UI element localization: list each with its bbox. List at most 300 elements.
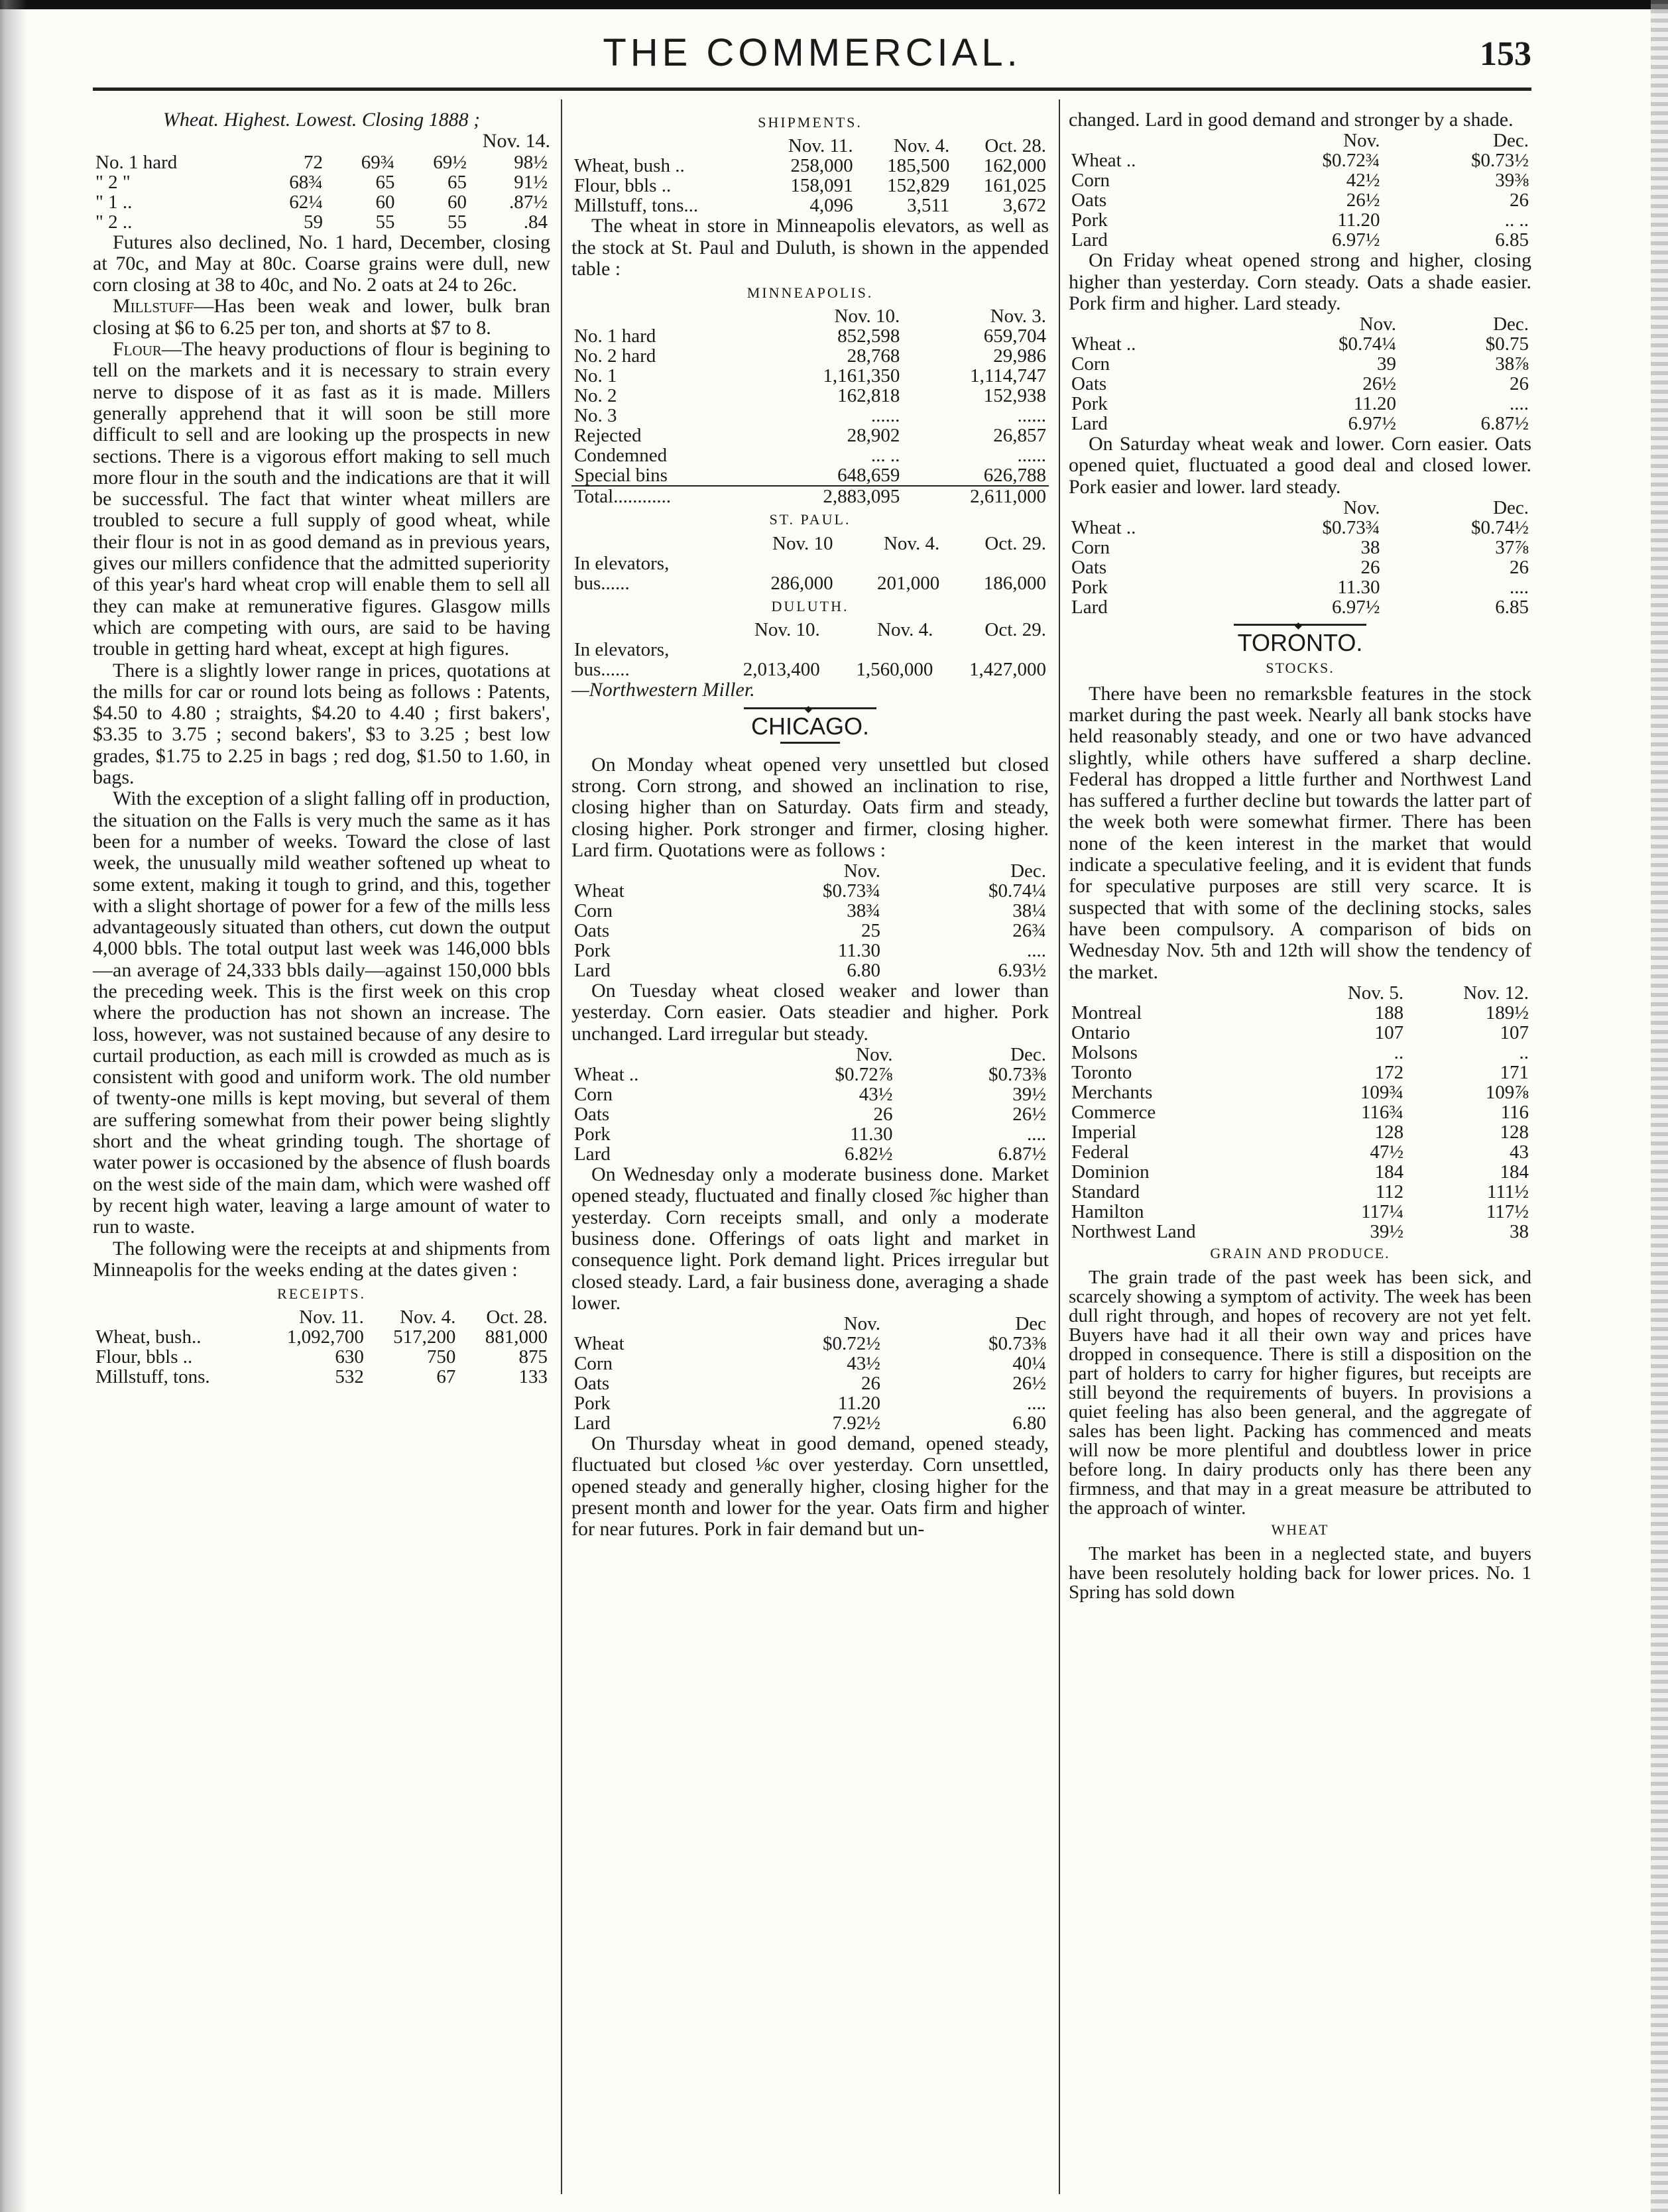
- friday-quotes-cell: Wheat ..: [1071, 333, 1136, 355]
- saturday-quotes-rows: [1069, 518, 1531, 617]
- wheat-price-cell: 60: [447, 191, 467, 213]
- stocks-cell: 184: [1374, 1161, 1404, 1183]
- stocks-row: [1069, 1003, 1531, 1023]
- monday-quotes-cell: Pork: [574, 940, 611, 962]
- duluth-title: DULUTH.: [771, 597, 849, 614]
- shipments-cell: 185,500: [887, 155, 950, 177]
- friday-paragraph: On Friday wheat opened strong and higher, closing higher than yesterday. Corn steady. Oats a shade easier. Pork firm and higher. Lard steady.: [1069, 249, 1531, 314]
- page-number: 153: [1480, 35, 1531, 73]
- tuesday-quotes-cell: $0.73⅜: [988, 1064, 1046, 1086]
- thursday-quotes-cell: Lard: [1071, 229, 1108, 251]
- shipments-cell: 4,096: [809, 195, 853, 217]
- shipments-cell: 158,091: [790, 175, 853, 197]
- monday-quotes-row: [571, 901, 1049, 921]
- stocks-header-cell: [1069, 983, 1298, 1003]
- shipments-cell: 162,000: [983, 155, 1046, 177]
- receipts-header-cell: Nov. 11.: [299, 1307, 364, 1328]
- minneapolis-cell: 659,704: [983, 325, 1046, 347]
- page-header: [93, 30, 1531, 84]
- saturday-quotes-cell: 26: [1360, 557, 1380, 579]
- stocks-header-row: [1069, 983, 1531, 1003]
- shipments-title: SHIPMENTS.: [758, 114, 863, 131]
- thursday-quotes-header-cell: [1069, 131, 1234, 150]
- saturday-quotes-row: [1069, 597, 1531, 617]
- shipments-row: [571, 156, 1049, 176]
- monday-quotes-cell: 6.93½: [998, 960, 1046, 982]
- wednesday-quotes-row: [571, 1393, 1049, 1413]
- receipts-header-cell: [93, 1307, 255, 1327]
- wheat-price-cell: No. 1 hard: [95, 151, 178, 173]
- page-top-edge: [0, 0, 1668, 9]
- stocks-cell: Federal: [1071, 1141, 1129, 1163]
- thursday-quotes-cell: Wheat ..: [1071, 150, 1136, 172]
- wednesday-quotes-cell: $0.73⅜: [988, 1333, 1046, 1355]
- saturday-quotes-cell: ....: [1510, 577, 1529, 599]
- st-paul-cell: 201,000: [877, 572, 940, 594]
- receipts-rows: [93, 1327, 550, 1387]
- column-rule-1: [561, 99, 562, 2194]
- stocks-cell: 117¼: [1360, 1200, 1404, 1222]
- minneapolis-cell: ... ..: [870, 445, 900, 467]
- tuesday-quotes-cell: 6.82½: [844, 1143, 893, 1165]
- minneapolis-cell: No. 1: [574, 365, 617, 387]
- stocks-subheading: STOCKS.: [1266, 660, 1335, 677]
- stocks-cell: Commerce: [1071, 1101, 1156, 1123]
- stocks-table: [1069, 983, 1531, 1242]
- minneapolis-cell: 1,161,350: [823, 365, 900, 387]
- minneapolis-rows: [571, 326, 1049, 486]
- tuesday-quotes-row: [571, 1084, 1049, 1104]
- friday-quotes-cell: 39: [1376, 353, 1396, 375]
- friday-quotes-row: [1069, 354, 1531, 374]
- friday-quotes-header: [1069, 314, 1531, 334]
- stocks-row: [1069, 1142, 1531, 1162]
- price-range-paragraph: [93, 660, 550, 789]
- thursday-quotes-header-cell: Dec.: [1493, 130, 1529, 152]
- wednesday-quotes-rows: [571, 1334, 1049, 1433]
- monday-quotes-cell: $0.73¾: [823, 880, 881, 902]
- receipts-cell: 532: [335, 1366, 364, 1388]
- thursday-quotes-row: [1069, 210, 1531, 230]
- minneapolis-cell: 626,788: [983, 465, 1046, 487]
- millstuff-text: Has been weak and lower, bulk bran closing at $6 to 6.25 per ton, and shorts at $7 to 8.: [93, 295, 550, 339]
- wheat-paragraph: The market has been in a neglected state, and buyers have been resolutely holding back for lower prices. No. 1 Spring has sold down: [1069, 1543, 1531, 1603]
- running-title: THE COMMERCIAL.: [603, 31, 1022, 74]
- stocks-row: [1069, 1202, 1531, 1222]
- receipts-table: [93, 1307, 550, 1387]
- minneapolis-cell: ......: [870, 405, 900, 427]
- shipments-cell: 3,672: [1002, 195, 1046, 217]
- tuesday-quotes-table: [571, 1045, 1049, 1164]
- stocks-cell: 184: [1500, 1161, 1529, 1183]
- saturday-quotes-cell: 11.30: [1337, 577, 1380, 599]
- st-paul-title: ST. PAUL.: [769, 511, 851, 528]
- shipments-table: [571, 136, 1049, 215]
- minneapolis-cell: Special bins: [574, 465, 668, 487]
- column-2: [571, 109, 1049, 1541]
- wednesday-quotes-header-cell: [571, 1314, 717, 1334]
- wednesday-quotes-cell: 26½: [1012, 1373, 1046, 1395]
- receipts-cell: Flour, bbls ..: [95, 1346, 193, 1368]
- st-paul-row-label: In elevators,: [574, 552, 670, 574]
- wheat-price-cell: 68¾: [289, 171, 323, 193]
- minneapolis-cell: No. 3: [574, 405, 617, 427]
- stocks-row: [1069, 1222, 1531, 1242]
- ornamental-rule: [744, 707, 876, 709]
- minneapolis-total-row: [571, 486, 1049, 506]
- saturday-quotes-cell: Oats: [1071, 557, 1107, 579]
- friday-quotes-cell: 38⅞: [1495, 353, 1529, 375]
- friday-quotes-rows: [1069, 334, 1531, 434]
- monday-quotes-table: [571, 861, 1049, 980]
- minneapolis-cell: Condemned: [574, 445, 668, 467]
- wheat-price-row: [93, 212, 550, 232]
- minneapolis-total-cell: Total............: [574, 486, 672, 508]
- minneapolis-header-cell: [571, 306, 755, 326]
- wheat-price-cell: 59: [303, 211, 323, 233]
- minneapolis-row: [571, 326, 1049, 346]
- thursday-quotes-cell: 6.85: [1495, 229, 1529, 251]
- shipments-cell: Flour, bbls ..: [574, 175, 672, 197]
- stocks-cell: Standard: [1071, 1181, 1140, 1202]
- saturday-paragraph: On Saturday wheat weak and lower. Corn easier. Oats opened quiet, fluctuated a good deal and closed lower. Pork easier and lower. lard steady.: [1069, 433, 1531, 498]
- saturday-quotes-cell: Wheat ..: [1071, 517, 1136, 539]
- wheat-price-cell: .84: [523, 211, 548, 233]
- receipts-title: RECEIPTS.: [277, 1285, 366, 1303]
- tuesday-quotes-cell: Lard: [574, 1143, 611, 1165]
- chicago-rule: [780, 742, 840, 744]
- wheat-price-rows: [93, 152, 550, 232]
- st-paul-cell: 186,000: [983, 572, 1046, 594]
- millstuff-lead: Millstuff—: [113, 295, 214, 318]
- saturday-quotes-cell: 26: [1510, 557, 1529, 579]
- saturday-quotes-row: [1069, 577, 1531, 597]
- thursday-paragraph: On Thursday wheat in good demand, opened steady, fluctuated but closed ⅛c over yesterday. Corn unsettled, opened steady and generally higher, closing higher for the present month and lower for the year. Oats firm and higher for near futures. Pork in fair demand but un-: [571, 1432, 1049, 1541]
- minneapolis-row: [571, 346, 1049, 366]
- minneapolis-total-cell: 2,883,095: [823, 486, 900, 508]
- tuesday-quotes-cell: $0.72⅞: [835, 1064, 893, 1086]
- stocks-cell: 39½: [1370, 1220, 1404, 1242]
- friday-quotes-table: [1069, 314, 1531, 434]
- minneapolis-cell: 28,768: [847, 345, 900, 367]
- thursday-quotes-row: [1069, 190, 1531, 210]
- minneapolis-cell: No. 1 hard: [574, 325, 656, 347]
- stocks-cell: 188: [1374, 1002, 1404, 1023]
- wheat-price-cell: 55: [375, 211, 395, 233]
- thursday-quotes-row: [1069, 150, 1531, 170]
- receipts-cell: 875: [518, 1346, 548, 1368]
- receipts-cell: 133: [518, 1366, 548, 1388]
- minneapolis-cell: 852,598: [837, 325, 900, 347]
- receipts-row: [93, 1347, 550, 1367]
- tuesday-quotes-cell: 39½: [1012, 1084, 1046, 1106]
- minneapolis-cell: 28,902: [847, 425, 900, 447]
- flour-lead: Flour—: [113, 338, 182, 361]
- stocks-cell: Merchants: [1071, 1081, 1153, 1103]
- shipments-row: [571, 176, 1049, 196]
- wheat-price-cell: 91½: [514, 171, 548, 193]
- wednesday-quotes-row: [571, 1373, 1049, 1393]
- friday-quotes-cell: 11.20: [1353, 393, 1396, 415]
- friday-quotes-row: [1069, 334, 1531, 354]
- monday-quotes-header-cell: [571, 861, 717, 881]
- friday-quotes-header-cell: Dec.: [1493, 314, 1529, 335]
- friday-quotes-cell: Oats: [1071, 373, 1107, 395]
- receipts-cell: 1,092,700: [286, 1326, 364, 1348]
- stocks-rows: [1069, 1003, 1531, 1242]
- receipts-cell: Millstuff, tons.: [95, 1366, 210, 1388]
- saturday-quotes-header-cell: [1069, 498, 1234, 518]
- monday-quotes-cell: $0.74¼: [988, 880, 1046, 902]
- stocks-cell: 116: [1500, 1101, 1529, 1123]
- wednesday-quotes-cell: ....: [1027, 1393, 1046, 1415]
- grain-produce-subheading: GRAIN AND PRODUCE.: [1210, 1244, 1390, 1261]
- minneapolis-cell: ......: [1017, 445, 1046, 467]
- friday-quotes-cell: 6.97½: [1348, 413, 1396, 435]
- saturday-quotes-cell: $0.74½: [1471, 517, 1529, 539]
- thursday-quotes-row: [1069, 170, 1531, 190]
- saturday-quotes-cell: Corn: [1071, 537, 1110, 559]
- wheat-price-row: [93, 172, 550, 192]
- wednesday-quotes-cell: 43½: [847, 1353, 881, 1375]
- scan-right-edge: [1651, 0, 1668, 2212]
- stocks-row: [1069, 1063, 1531, 1082]
- wednesday-paragraph: On Wednesday only a moderate business done. Market opened steady, fluctuated and finally closed ⅞c higher than yesterday. Corn receipts small, and only a moderate business done. Offerings of oats light and market in consequence light. Pork demand light. Prices irregular but closed steady. Lard, a fair business done, averaging a shade lower.: [571, 1163, 1049, 1314]
- minneapolis-cell: No. 2: [574, 385, 617, 407]
- minneapolis-cell: 162,818: [837, 385, 900, 407]
- saturday-quotes-row: [1069, 557, 1531, 577]
- scan-binding-shadow: [0, 0, 40, 2212]
- tuesday-quotes-row: [571, 1065, 1049, 1084]
- stocks-cell: Ontario: [1071, 1021, 1130, 1043]
- duluth-header-cell: [571, 620, 709, 640]
- shipments-header-cell: Oct. 28.: [984, 135, 1046, 157]
- minneapolis-total-cell: 2,611,000: [970, 486, 1046, 508]
- wednesday-quotes-cell: Pork: [574, 1393, 611, 1415]
- wednesday-quotes-cell: Wheat: [574, 1333, 625, 1355]
- duluth-header-cell: Nov. 10.: [754, 619, 820, 641]
- friday-quotes-cell: ....: [1510, 393, 1529, 415]
- duluth-cell: bus......: [574, 659, 630, 681]
- thursday-quotes-table: [1069, 131, 1531, 250]
- stocks-cell: 38: [1510, 1220, 1529, 1242]
- friday-quotes-row: [1069, 414, 1531, 434]
- stocks-row: [1069, 1102, 1531, 1122]
- minneapolis-header-cell: Nov. 3.: [990, 306, 1046, 327]
- friday-quotes-cell: Pork: [1071, 393, 1108, 415]
- flour-text: The heavy productions of flour is begining to tell on the markets and it is necessary to strain every nerve to dispose of it as fast as it is made. Millers generally apprehend that it will soon be still more difficult to sell and are looking up the prospects in new sections. There is a vigorous effort making to sell much more flour in the south and the indications are that it will be successful. The fact that winter wheat millers are troubled to secure a full supply of good wheat, while their flour is not in as good demand as in previous years, gives our millers confidence that the admitted superiority of this year's hard wheat crop will enable them to sell all they can make at remunerative figures. Glasgow mills which are competing with ours, are said to be having trouble in getting hard wheat, except at high figures.: [93, 338, 550, 660]
- minneapolis-cell: 26,857: [993, 425, 1046, 447]
- receipts-cell: 517,200: [393, 1326, 456, 1348]
- monday-quotes-cell: 11.30: [837, 940, 881, 962]
- wheat-price-cell: 55: [447, 211, 467, 233]
- minneapolis-row: [571, 426, 1049, 445]
- thursday-quotes-cell: Pork: [1071, 209, 1108, 231]
- receipts-row: [93, 1367, 550, 1387]
- stocks-header-cell: Nov. 12.: [1463, 982, 1529, 1004]
- monday-quotes-rows: [571, 881, 1049, 980]
- column-1: [93, 109, 550, 1387]
- minneapolis-header-row: [571, 306, 1049, 326]
- tuesday-quotes-row: [571, 1144, 1049, 1164]
- thursday-quotes-header-cell: Nov.: [1343, 130, 1380, 152]
- duluth-cell: 1,560,000: [856, 659, 933, 681]
- stocks-cell: 43: [1510, 1141, 1529, 1163]
- column-3: [1069, 109, 1531, 1602]
- wheat-price-cell: " 1 ..: [95, 191, 133, 213]
- duluth-label-row: [571, 640, 1049, 660]
- stocks-cell: Northwest Land: [1071, 1220, 1196, 1242]
- stocks-cell: 117½: [1486, 1200, 1529, 1222]
- wednesday-quotes-row: [571, 1354, 1049, 1373]
- st-paul-header-cell: Nov. 10: [772, 532, 833, 554]
- monday-quotes-cell: 38¾: [847, 900, 881, 922]
- st-paul-cell: 286,000: [770, 572, 833, 594]
- minneapolis-row: [571, 465, 1049, 486]
- monday-quotes-header-cell: Nov.: [843, 860, 881, 882]
- shipments-cell: 152,829: [887, 175, 950, 197]
- shipments-header-cell: Nov. 11.: [788, 135, 853, 157]
- chicago-heading: CHICAGO.: [750, 713, 869, 740]
- flour-paragraph: [93, 339, 550, 660]
- saturday-quotes-row: [1069, 518, 1531, 538]
- wednesday-quotes-cell: 11.20: [837, 1393, 881, 1415]
- tuesday-quotes-cell: 11.30: [850, 1124, 893, 1145]
- wednesday-quotes-table: [571, 1314, 1049, 1433]
- monday-quotes-cell: 26¾: [1012, 920, 1046, 942]
- saturday-quotes-table: [1069, 498, 1531, 617]
- minneapolis-row: [571, 386, 1049, 406]
- thursday-quotes-cell: 42½: [1346, 170, 1380, 192]
- st-paul-header-cell: Oct. 29.: [984, 532, 1046, 554]
- friday-quotes-cell: 6.87½: [1480, 413, 1529, 435]
- shipments-header-cell: [571, 136, 756, 156]
- stocks-cell: 111½: [1486, 1181, 1529, 1202]
- wheat-price-cell: 65: [375, 171, 395, 193]
- receipts-intro-paragraph: The following were the receipts at and shipments from Minneapolis for the weeks ending at the dates given :: [93, 1237, 550, 1281]
- thursday-quotes-cell: 6.97½: [1332, 229, 1380, 251]
- friday-quotes-cell: $0.75: [1485, 333, 1529, 355]
- tuesday-quotes-cell: 6.87½: [998, 1143, 1046, 1165]
- monday-quotes-cell: 25: [861, 920, 881, 942]
- minneapolis-row: [571, 406, 1049, 426]
- shipments-header-cell: Nov. 4.: [894, 135, 950, 157]
- monday-quotes-cell: 6.80: [847, 960, 881, 982]
- saturday-quotes-cell: Lard: [1071, 597, 1108, 618]
- friday-quotes-cell: Lard: [1071, 413, 1108, 435]
- minneapolis-cell: No. 2 hard: [574, 345, 656, 367]
- receipts-cell: 630: [335, 1346, 364, 1368]
- friday-quotes-header-cell: Nov.: [1359, 314, 1396, 335]
- tuesday-quotes-rows: [571, 1065, 1049, 1164]
- shipments-rows: [571, 156, 1049, 215]
- saturday-quotes-cell: 6.97½: [1332, 597, 1380, 618]
- tuesday-quotes-header: [571, 1045, 1049, 1065]
- shipments-row: [571, 196, 1049, 215]
- duluth-header-cell: Oct. 29.: [984, 619, 1046, 641]
- minneapolis-row: [571, 366, 1049, 386]
- stocks-header-cell: Nov. 5.: [1347, 982, 1404, 1004]
- duluth-header-cell: Nov. 4.: [877, 619, 933, 641]
- wheat-price-cell: " 2 ..: [95, 211, 133, 233]
- monday-quotes-row: [571, 960, 1049, 980]
- st-paul-data-row: [571, 573, 1049, 593]
- thursday-quotes-cell: 39⅜: [1495, 170, 1529, 192]
- duluth-data-row: [571, 660, 1049, 679]
- shipments-cell: Millstuff, tons...: [574, 195, 699, 217]
- tuesday-quotes-header-cell: Nov.: [856, 1044, 893, 1066]
- tuesday-quotes-cell: 26: [873, 1104, 893, 1126]
- thursday-quotes-cell: $0.72¾: [1322, 150, 1380, 172]
- stocks-cell: 109¾: [1360, 1081, 1404, 1103]
- monday-quotes-cell: Corn: [574, 900, 613, 922]
- friday-quotes-cell: 26½: [1362, 373, 1396, 395]
- wheat-price-cell: 98½: [514, 151, 548, 173]
- minneapolis-cell: 1,114,747: [970, 365, 1046, 387]
- tuesday-quotes-header-cell: [571, 1045, 742, 1065]
- saturday-quotes-cell: $0.73¾: [1322, 517, 1380, 539]
- thursday-quotes-rows: [1069, 150, 1531, 250]
- wheat-price-cell: 69¾: [361, 151, 395, 173]
- futures-paragraph: Futures also declined, No. 1 hard, December, closing at 70c, and May at 80c. Coarse grains were dull, new corn closing at 38 to 40c, and No. 2 oats at 24 to 26c.: [93, 231, 550, 296]
- tuesday-quotes-row: [571, 1124, 1049, 1144]
- stocks-cell: Molsons: [1071, 1041, 1138, 1063]
- duluth-cell: 2,013,400: [743, 659, 820, 681]
- stocks-cell: 47½: [1370, 1141, 1404, 1163]
- shipments-cell: 3,511: [907, 195, 950, 217]
- shipments-cell: Wheat, bush ..: [574, 155, 685, 177]
- thursday-quotes-cell: 26: [1510, 190, 1529, 211]
- saturday-quotes-cell: 6.85: [1495, 597, 1529, 618]
- price-range-quotes: Patents, $4.50 to 4.80 ; straights, $4.20 to 4.40 ; first bakers', $3.35 to 3.75 ; second bakers', $3 to 3.25 ; best low grades, $1.75 to 2.25 in bags ; red dog, $1.50 to 1.60, in bags.: [93, 680, 550, 789]
- friday-quotes-header-cell: [1069, 314, 1242, 334]
- wednesday-quotes-cell: 6.80: [1012, 1413, 1046, 1434]
- receipts-cell: 881,000: [485, 1326, 548, 1348]
- wednesday-quotes-row: [571, 1334, 1049, 1354]
- thursday-quotes-cell: 26½: [1346, 190, 1380, 211]
- monday-quotes-header: [571, 861, 1049, 881]
- stocks-cell: 128: [1374, 1121, 1404, 1143]
- duluth-row-label: In elevators,: [574, 639, 670, 661]
- minneapolis-cell: 152,938: [983, 385, 1046, 407]
- st-paul-header-cell: Nov. 4.: [883, 532, 940, 554]
- wednesday-quotes-cell: $0.72½: [823, 1333, 881, 1355]
- thursday-quotes-cell: Oats: [1071, 190, 1107, 211]
- friday-quotes-row: [1069, 374, 1531, 394]
- tuesday-quotes-cell: Corn: [574, 1084, 613, 1106]
- stocks-cell: Hamilton: [1071, 1200, 1144, 1222]
- monday-quotes-cell: ....: [1027, 940, 1046, 962]
- stocks-cell: 112: [1375, 1181, 1404, 1202]
- wednesday-quotes-cell: 40¼: [1012, 1353, 1046, 1375]
- receipts-row: [93, 1327, 550, 1347]
- stocks-cell: 171: [1500, 1061, 1529, 1083]
- minneapolis-table: [571, 306, 1049, 506]
- shipments-cell: 258,000: [790, 155, 853, 177]
- st-paul-label-row: [571, 553, 1049, 573]
- monday-quotes-cell: Lard: [574, 960, 611, 982]
- st-paul-cell: bus......: [574, 572, 630, 594]
- thursday-quotes-cell: $0.73½: [1471, 150, 1529, 172]
- wheat-price-cell: 60: [375, 191, 395, 213]
- wheat-price-cell: 69½: [433, 151, 467, 173]
- monday-quotes-row: [571, 921, 1049, 941]
- tuesday-quotes-cell: 43½: [859, 1084, 893, 1106]
- minneapolis-title: MINNEAPOLIS.: [746, 284, 874, 302]
- receipts-cell: 750: [426, 1346, 456, 1368]
- shipments-header-row: [571, 136, 1049, 156]
- source-signature: —Northwestern Miller.: [571, 679, 755, 701]
